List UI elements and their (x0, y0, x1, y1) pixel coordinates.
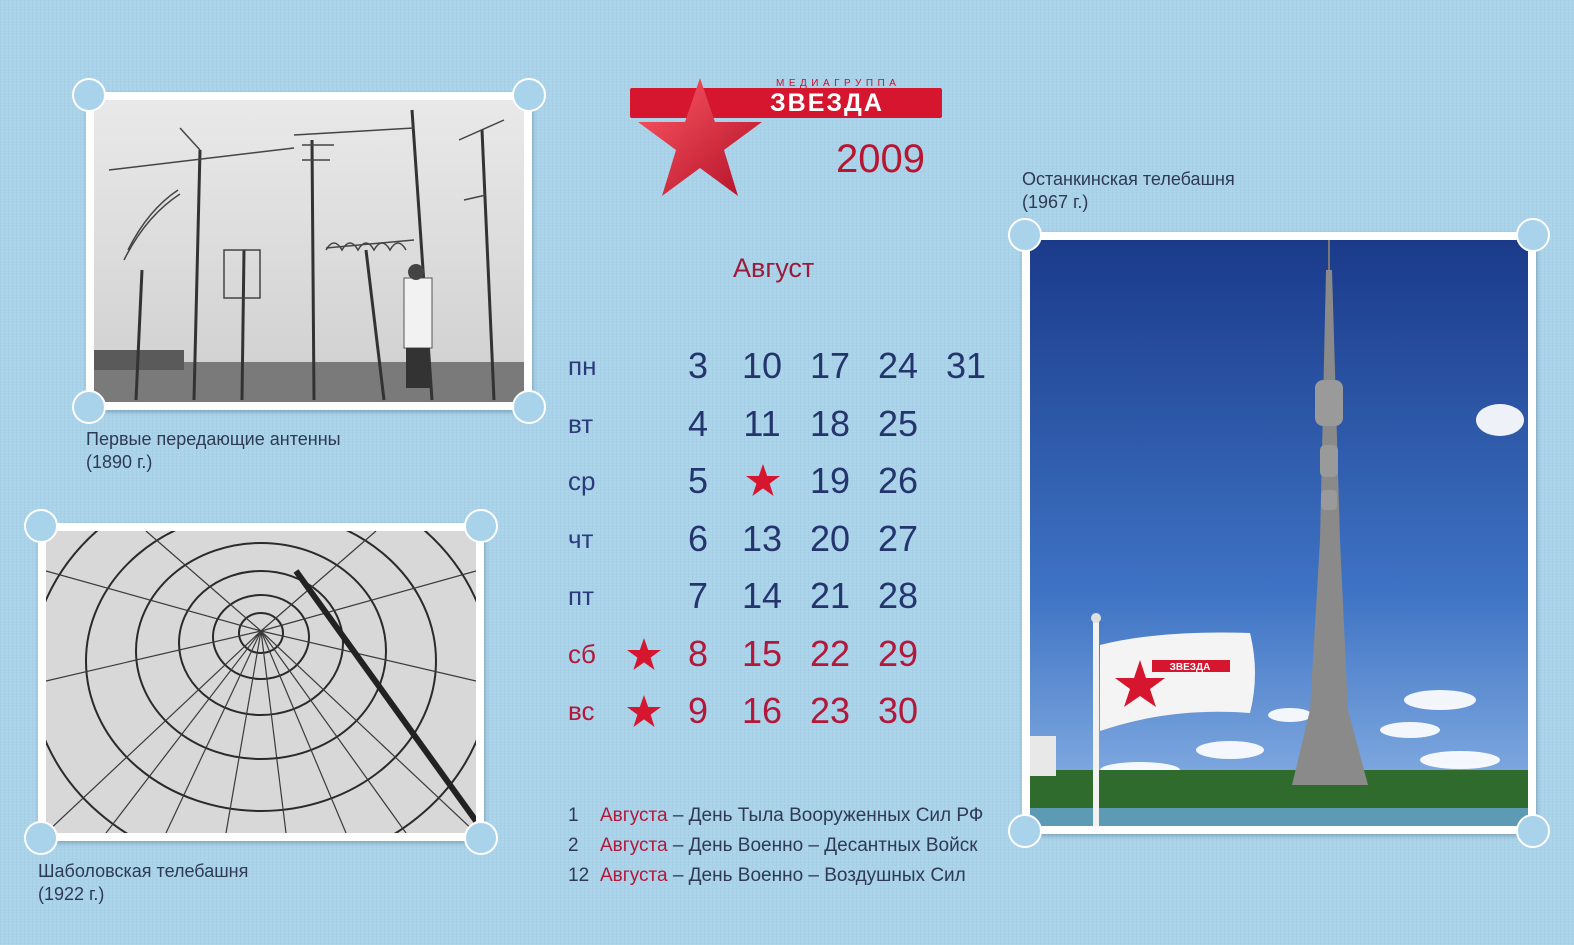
date-cell: 14 (741, 575, 783, 616)
photo-antennas (94, 100, 524, 402)
photo-shabolovka-frame (38, 523, 484, 841)
caption-shabolovka (38, 860, 248, 906)
holiday-item (568, 834, 978, 858)
photo-corner (464, 509, 498, 543)
day-name-5: сб (568, 638, 596, 669)
photo-ostankino-frame (1022, 232, 1536, 834)
holiday-text: – День Тыла Вооруженных Сил РФ (667, 805, 984, 826)
photo-corner (72, 78, 106, 112)
date-cell: 11 (743, 402, 781, 444)
date-cell: 6 (687, 517, 709, 559)
photo-corner (1516, 218, 1550, 252)
date-cell: 30 (877, 690, 919, 731)
holiday-month: Августа (600, 805, 668, 826)
weekend-star-icon (626, 694, 662, 730)
caption-ostankino (1022, 168, 1235, 214)
photo-shabolovka (46, 531, 476, 833)
date-cell: 13 (741, 517, 783, 559)
holiday-day: 12 (568, 865, 590, 886)
logo-star-icon (636, 76, 764, 200)
photo-corner (24, 509, 58, 543)
caption-shabolovka-year: (1922 г.) (38, 884, 105, 904)
date-cell: 19 (809, 460, 851, 501)
date-cell: 27 (877, 517, 919, 559)
date-cell: 28 (877, 575, 919, 616)
date-cell: 9 (687, 690, 709, 731)
holiday-day: 2 (568, 835, 579, 856)
holiday-star-icon (745, 463, 781, 499)
date-cell: 26 (877, 460, 919, 501)
holiday-item (568, 864, 966, 888)
day-name-3: чт (568, 523, 594, 554)
date-cell: 4 (687, 402, 709, 444)
holiday-text: – День Военно – Десантных Войск (667, 835, 978, 856)
date-cell: 18 (809, 402, 851, 444)
photo-corner (1008, 218, 1042, 252)
day-name-0: пн (568, 351, 597, 381)
holiday-item (568, 804, 983, 828)
caption-shabolovka-title: Шаболовская телебашня (38, 861, 249, 881)
day-name-2: ср (568, 466, 596, 496)
caption-antennas (86, 428, 341, 474)
date-cell: 17 (809, 345, 851, 386)
photo-corner (464, 821, 498, 855)
weekend-star-icon (626, 637, 662, 673)
logo-tagline: МЕДИАГРУППА (776, 78, 901, 89)
photo-ostankino (1030, 240, 1528, 826)
date-cell: 23 (809, 690, 851, 731)
day-name-6: вс (568, 696, 595, 726)
date-cell: 8 (687, 632, 709, 674)
holiday-month: Августа (600, 865, 668, 886)
year: 2009 (836, 137, 925, 181)
logo-name: ЗВЕЗДА (770, 89, 884, 117)
caption-antennas-title: Первые передающие антенны (86, 429, 341, 449)
date-cell: 29 (877, 632, 919, 674)
date-cell: 10 (741, 345, 783, 386)
photo-corner (512, 78, 546, 112)
date-cell: 20 (809, 517, 851, 559)
date-cell: 7 (687, 575, 709, 616)
date-cell: 16 (741, 690, 783, 731)
photo-antennas-frame (86, 92, 532, 410)
caption-antennas-year: (1890 г.) (86, 452, 153, 472)
day-name-1: вт (568, 408, 594, 439)
photo-corner (512, 390, 546, 424)
date-cell: 31 (945, 345, 987, 386)
day-name-4: пт (568, 581, 594, 611)
holiday-text: – День Военно – Воздушных Сил (667, 865, 966, 886)
photo-corner (72, 390, 106, 424)
date-cell: 25 (877, 402, 919, 444)
date-cell: 24 (877, 345, 919, 386)
month-title: Август (733, 253, 815, 283)
photo-corner (1008, 814, 1042, 848)
flag-text: ЗВЕЗДА (1169, 662, 1211, 673)
date-cell: 21 (809, 575, 851, 616)
caption-ostankino-year: (1967 г.) (1022, 192, 1089, 212)
date-cell: 22 (809, 632, 851, 674)
date-cell: 3 (687, 345, 709, 386)
photo-corner (1516, 814, 1550, 848)
holiday-month: Августа (600, 835, 668, 856)
caption-ostankino-title: Останкинская телебашня (1022, 169, 1235, 189)
date-cell: 15 (741, 632, 783, 674)
date-cell: 5 (687, 460, 709, 501)
holiday-day: 1 (568, 805, 579, 826)
photo-corner (24, 821, 58, 855)
